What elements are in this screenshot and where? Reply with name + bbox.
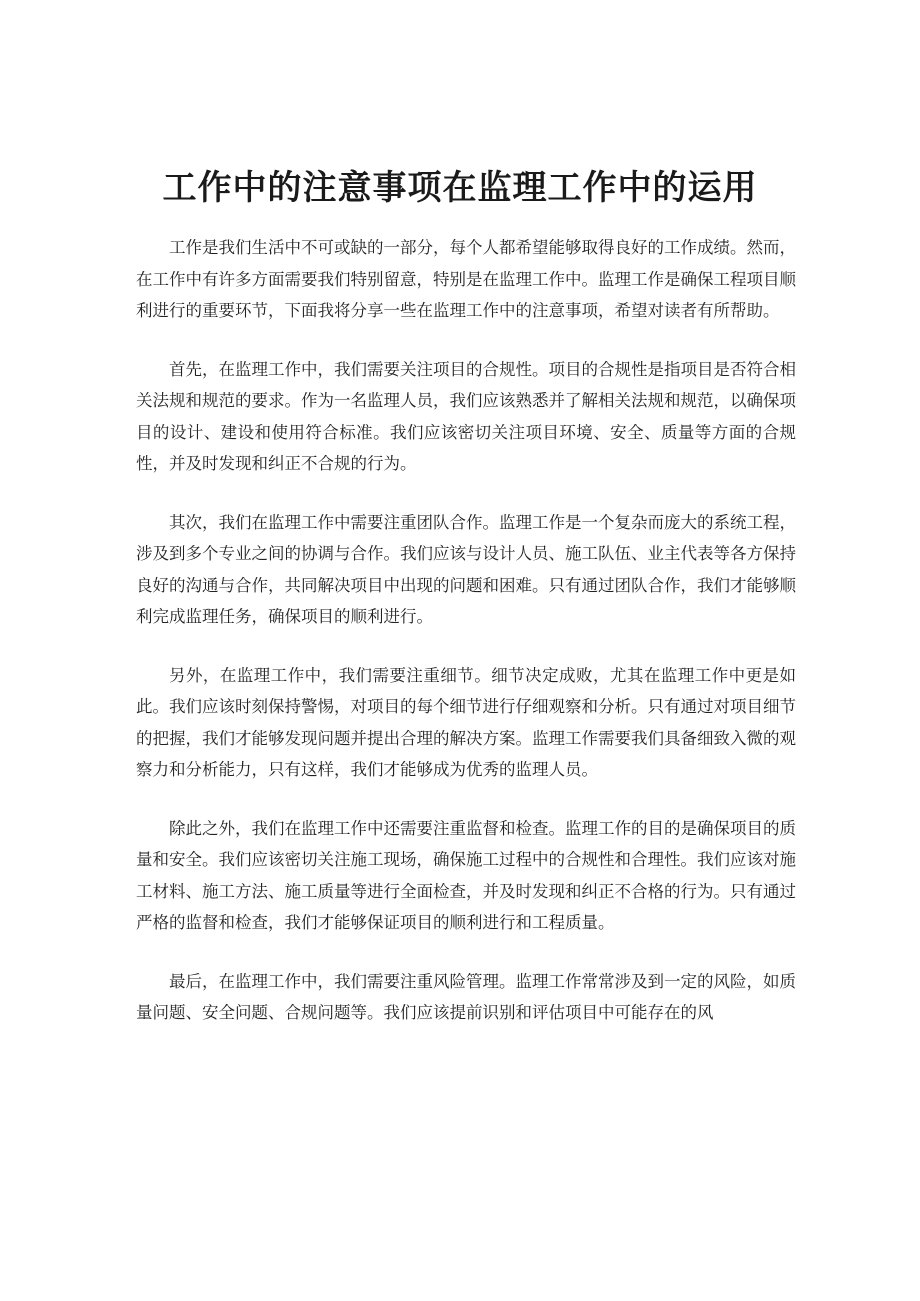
paragraph-intro: 工作是我们生活中不可或缺的一部分，每个人都希望能够取得良好的工作成绩。然而，在工作中有许多方面需要我们特别留意，特别是在监理工作中。监理工作是确保工程项目顺利进行的重要环节，下面我将分享一些在监理工作中的注意事项，希望对读者有所帮助。 <box>136 238 796 320</box>
document-title: 工作中的注意事项在监理工作中的运用 <box>162 168 758 208</box>
paragraph-teamwork: 其次，我们在监理工作中需要注重团队合作。监理工作是一个复杂而庞大的系统工程，涉及到多个专业之间的协调与合作。我们应该与设计人员、施工队伍、业主代表等各方保持良好的沟通与合作，共同解决项目中出现的问题和困难。只有通过团队合作，我们才能够顺利完成监理任务，确保项目的顺利进行。 <box>136 512 796 626</box>
paragraph-compliance: 首先，在监理工作中，我们需要关注项目的合规性。项目的合规性是指项目是否符合相关法规和规范的要求。作为一名监理人员，我们应该熟悉并了解相关法规和规范，以确保项目的设计、建设和使用符合标准。我们应该密切关注项目环境、安全、质量等方面的合规性，并及时发现和纠正不合规的行为。 <box>136 359 796 473</box>
paragraph-supervision: 除此之外，我们在监理工作中还需要注重监督和检查。监理工作的目的是确保项目的质量和安全。我们应该密切关注施工现场，确保施工过程中的合规性和合理性。我们应该对施工材料、施工方法、施工质量等进行全面检查，并及时发现和纠正不合格的行为。只有通过严格的监督和检查，我们才能够保证项目的顺利进行和工程质量。 <box>136 818 796 932</box>
document-body <box>136 232 796 1056</box>
paragraph-risk: 最后，在监理工作中，我们需要注重风险管理。监理工作常常涉及到一定的风险，如质量问题、安全问题、合规问题等。我们应该提前识别和评估项目中可能存在的风 <box>136 971 796 1022</box>
paragraph-details: 另外，在监理工作中，我们需要注重细节。细节决定成败，尤其在监理工作中更是如此。我们应该时刻保持警惕，对项目的每个细节进行仔细观察和分析。只有通过对项目细节的把握，我们才能够发现问题并提出合理的解决方案。监理工作需要我们具备细致入微的观察力和分析能力，只有这样，我们才能够成为优秀的监理人员。 <box>136 665 796 779</box>
